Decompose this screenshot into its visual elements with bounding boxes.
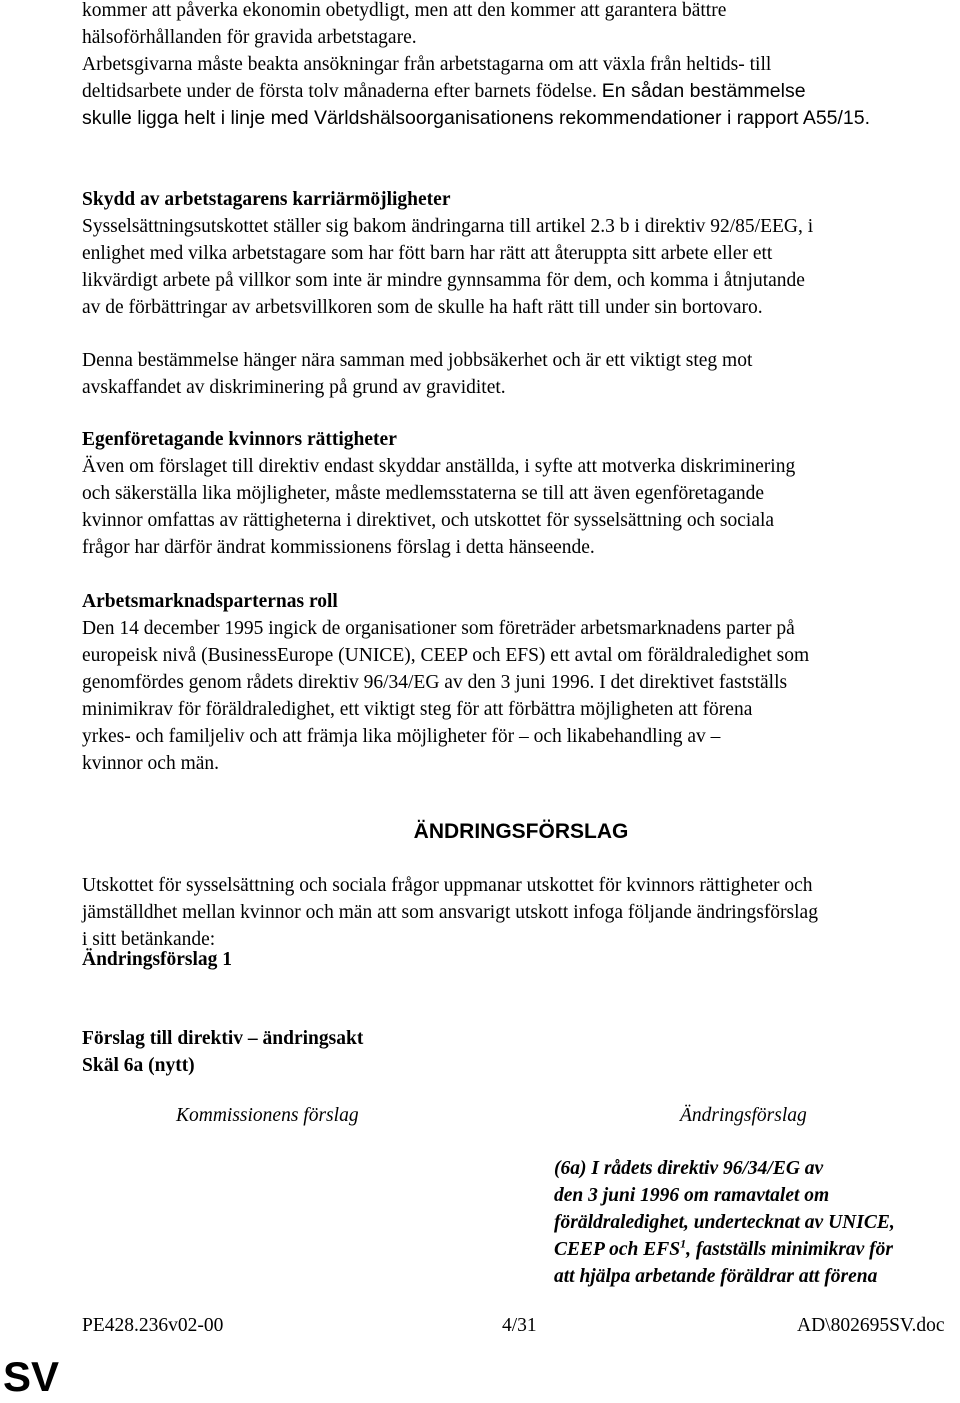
paragraph-self-employed-rights: Även om förslaget till direktiv endast skyddar anställda, i syfte att motverka diskriminering och säkerställa lika möjligheter, måste medlemsstaterna se till att även egenföretagande kvinnor omfattas av rättigheterna i direktivet, och utskottet för sysselsättning och sociala frågor har därför ändrat kommissionens förslag i detta hänseende. xyxy=(82,456,796,558)
paragraph-career-protection: Sysselsättningsutskottet ställer sig bakom ändringarna till artikel 2.3 b i direktiv 92/85/EEG, i enlighet med vilka arbetstagare som har fött barn har rätt att återuppta sitt arbete eller ett likvärdigt arbete på villkor som inte är mindre gynnsamma för dem, och komma i åtnjutande av de förbättringar av arbetsvillkoren som de skulle ha haft rätt till under sin bortovaro. xyxy=(82,216,814,318)
amendment-text xyxy=(554,1155,960,1290)
paragraph-continuation: kommer att påverka ekonomin obetydligt, men att den kommer att garantera bättre hälsoförhållanden för gravida arbetstagare. xyxy=(82,0,727,48)
footer-file-name: AD\802695SV.doc xyxy=(797,1315,945,1336)
amendment-text-part1: (6a) I rådets direktiv 96/34/EG av den 3 juni 1996 om ramavtalet om föräldraledighet, undertecknat av UNICE, CEEP och EFS xyxy=(554,1158,895,1260)
footer-page-number: 4/31 xyxy=(502,1315,537,1336)
amendment-text-part2: , fastställs minimikrav för att hjälpa arbetande föräldrar att förena xyxy=(554,1239,894,1287)
footnote-mark: 1 xyxy=(680,1236,687,1251)
paragraph-who-recommendation: En sådan bestämmelse skulle ligga helt i linje med Världshälsoorganisationens rekommendationer i rapport A55/15. xyxy=(82,80,871,129)
section-title: ÄNDRINGSFÖRSLAG xyxy=(413,820,629,843)
paragraph-job-security: Denna bestämmelse hänger nära samman med jobbsäkerhet och är ett viktigt steg mot avskaffandet av diskriminering på grund av graviditet. xyxy=(82,350,753,398)
heading-career-protection: Skydd av arbetstagarens karriärmöjligheter xyxy=(82,189,451,210)
paragraph-intro: Utskottet för sysselsättning och sociala frågor uppmanar utskottet för kvinnors rättigheter och jämställdhet mellan kvinnor och män att som ansvarigt utskott infoga följande ändringsförslag i sitt betänkande: xyxy=(82,875,818,950)
amendment-heading-recital: Skäl 6a (nytt) xyxy=(82,1055,195,1076)
heading-self-employed-rights: Egenföretagande kvinnors rättigheter xyxy=(82,429,397,450)
column-header-amendment: Ändringsförslag xyxy=(680,1105,807,1126)
amendment-heading-directive: Förslag till direktiv – ändringsakt xyxy=(82,1028,364,1049)
column-header-commission-proposal: Kommissionens förslag xyxy=(176,1105,359,1126)
paragraph-employer-requests xyxy=(82,51,960,132)
paragraph-social-partners: Den 14 december 1995 ingick de organisationer som företräder arbetsmarknadens parter på europeisk nivå (BusinessEurope (UNICE), CEEP och EFS) ett avtal om föräldraledighet som genomfördes genom rådets direktiv 96/34/EG av den 3 juni 1996. I det direktivet fastställs minimikrav för föräldraledighet, ett viktigt steg för att förbättra möjligheten att förena yrkes- och familjeliv och att främja lika möjligheter för – och likabehandling av – kvinnor och män. xyxy=(82,618,810,774)
language-code: SV xyxy=(3,1353,60,1400)
amendment-label: Ändringsförslag 1 xyxy=(82,949,233,970)
heading-social-partners: Arbetsmarknadsparternas roll xyxy=(82,591,338,612)
paragraph-employer-requests-text: Arbetsgivarna måste beakta ansökningar från arbetstagarna om att växla från heltids- till deltidsarbete under de första tolv månaderna efter barnets födelse. xyxy=(82,54,772,102)
footer-doc-ref: PE428.236v02-00 xyxy=(82,1315,224,1336)
